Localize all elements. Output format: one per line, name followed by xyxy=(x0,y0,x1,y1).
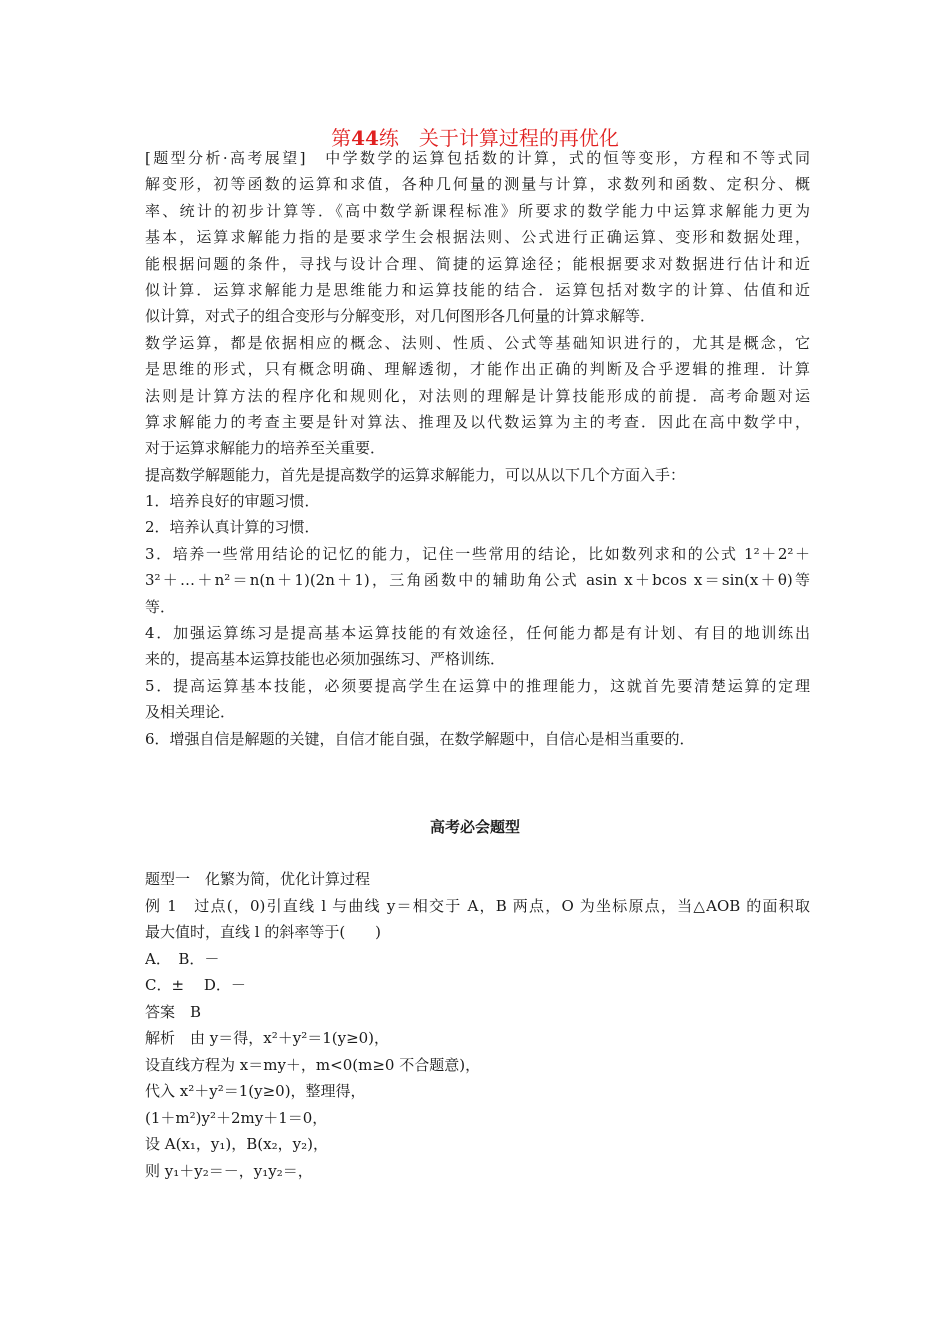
list-item-cont: 来的，提高基本运算技能也必须加强练习、严格训练． xyxy=(145,650,506,669)
example-question-cont: 最大值时，直线 l 的斜率等于( ) xyxy=(145,923,382,941)
solution-line: 设 A(x₁，y₁)，B(x₂，y₂)， xyxy=(145,1135,328,1153)
title-prefix: 第 xyxy=(331,126,352,150)
question-type-heading: 题型一 化繁为简，优化计算过程 xyxy=(145,870,371,888)
text-line: 是思维的形式，只有概念明确、理解透彻，才能作出正确的判断及合乎逻辑的推理．计算 xyxy=(145,360,810,379)
example-section xyxy=(145,866,810,1184)
solution-line: 则 y₁＋y₂＝－，y₁y₂＝， xyxy=(145,1161,313,1180)
text-line: 似计算，对式子的组合变形与分解变形，对几何图形各几何量的计算求解等． xyxy=(145,307,656,326)
title-number: 44 xyxy=(351,126,379,150)
text-line: 解变形，初等函数的运算和求值，各种几何量的测量与计算，求数列和函数、定积分、概 xyxy=(145,175,810,194)
list-item: 6．增强自信是解题的关键，自信才能自强，在数学解题中，自信心是相当重要的． xyxy=(145,729,695,748)
text-line: 算求解能力的考查主要是针对算法、推理及以代数运算为主的考查．因此在高中数学中， xyxy=(145,412,810,431)
list-item: 3．培养一些常用结论的记忆的能力，记住一些常用的结论，比如数列求和的公式 1²＋2²＋ xyxy=(145,544,810,563)
list-item: 5．提高运算基本技能，必须要提高学生在运算中的推理能力，这就首先要清楚运算的定理 xyxy=(145,676,810,695)
options-ab: A． B．－ xyxy=(145,949,220,968)
text-line: 似计算．运算求解能力是思维能力和运算技能的结合．运算包括对数字的计算、估值和近 xyxy=(145,280,810,299)
text-line: 基本，运算求解能力指的是要求学生会根据法则、公式进行正确运算、变形和数据处理， xyxy=(145,228,810,247)
intro-paragraph xyxy=(145,145,810,752)
solution-line: (1＋m²)y²＋2my＋1＝0， xyxy=(145,1108,328,1127)
solution-line: 解析 由 y＝得，x²＋y²＝1(y≥0)， xyxy=(145,1029,390,1047)
text-line: 对于运算求解能力的培养至关重要． xyxy=(145,439,386,458)
title-text: 练 关于计算过程的再优化 xyxy=(378,126,619,150)
solution-line: 设直线方程为 x＝my＋，m<0(m≥0 不合题意)， xyxy=(145,1055,481,1074)
text-line: 能根据问题的条件，寻找与设计合理、简捷的运算途径；能根据要求对数据进行估计和近 xyxy=(145,254,810,273)
list-item-cont: 等． xyxy=(145,597,176,616)
answer-line: 答案 B xyxy=(145,1002,202,1021)
options-cd: C．± D．－ xyxy=(145,976,246,994)
text-line: 法则是计算方法的程序化和规则化，对法则的理解是计算技能形成的前提．高考命题对运 xyxy=(145,386,810,405)
text-line: 提高数学解题能力，首先是提高数学的运算求解能力，可以从以下几个方面入手： xyxy=(145,465,686,484)
list-item-cont: 及相关理论． xyxy=(145,703,236,722)
list-item: 2．培养认真计算的习惯． xyxy=(145,518,320,537)
example-question: 例 1 过点(，0)引直线 l 与曲线 y＝相交于 A，B 两点，O 为坐标原点，当△AOB 的面积取 xyxy=(145,896,810,915)
text-line: [题型分析·高考展望] 中学数学的运算包括数的计算，式的恒等变形，方程和不等式同 xyxy=(145,149,810,167)
list-item: 4．加强运算练习是提高基本运算技能的有效途径，任何能力都是有计划、有目的地训练出 xyxy=(145,624,810,643)
text-line: 率、统计的初步计算等．《高中数学新课程标准》所要求的数学能力中运算求解能力更为 xyxy=(145,201,810,220)
solution-line: 代入 x²＋y²＝1(y≥0)，整理得， xyxy=(145,1082,366,1100)
list-item: 1．培养良好的审题习惯． xyxy=(145,492,320,511)
text-line: 数学运算，都是依据相应的概念、法则、性质、公式等基础知识进行的，尤其是概念，它 xyxy=(145,333,810,352)
section-heading: 高考必会题型 xyxy=(429,818,520,836)
list-item-cont: 3²＋…＋n²＝n(n＋1)(2n＋1)，三角函数中的辅助角公式 asin x＋bcos x＝sin(x＋θ)等 xyxy=(145,571,810,590)
